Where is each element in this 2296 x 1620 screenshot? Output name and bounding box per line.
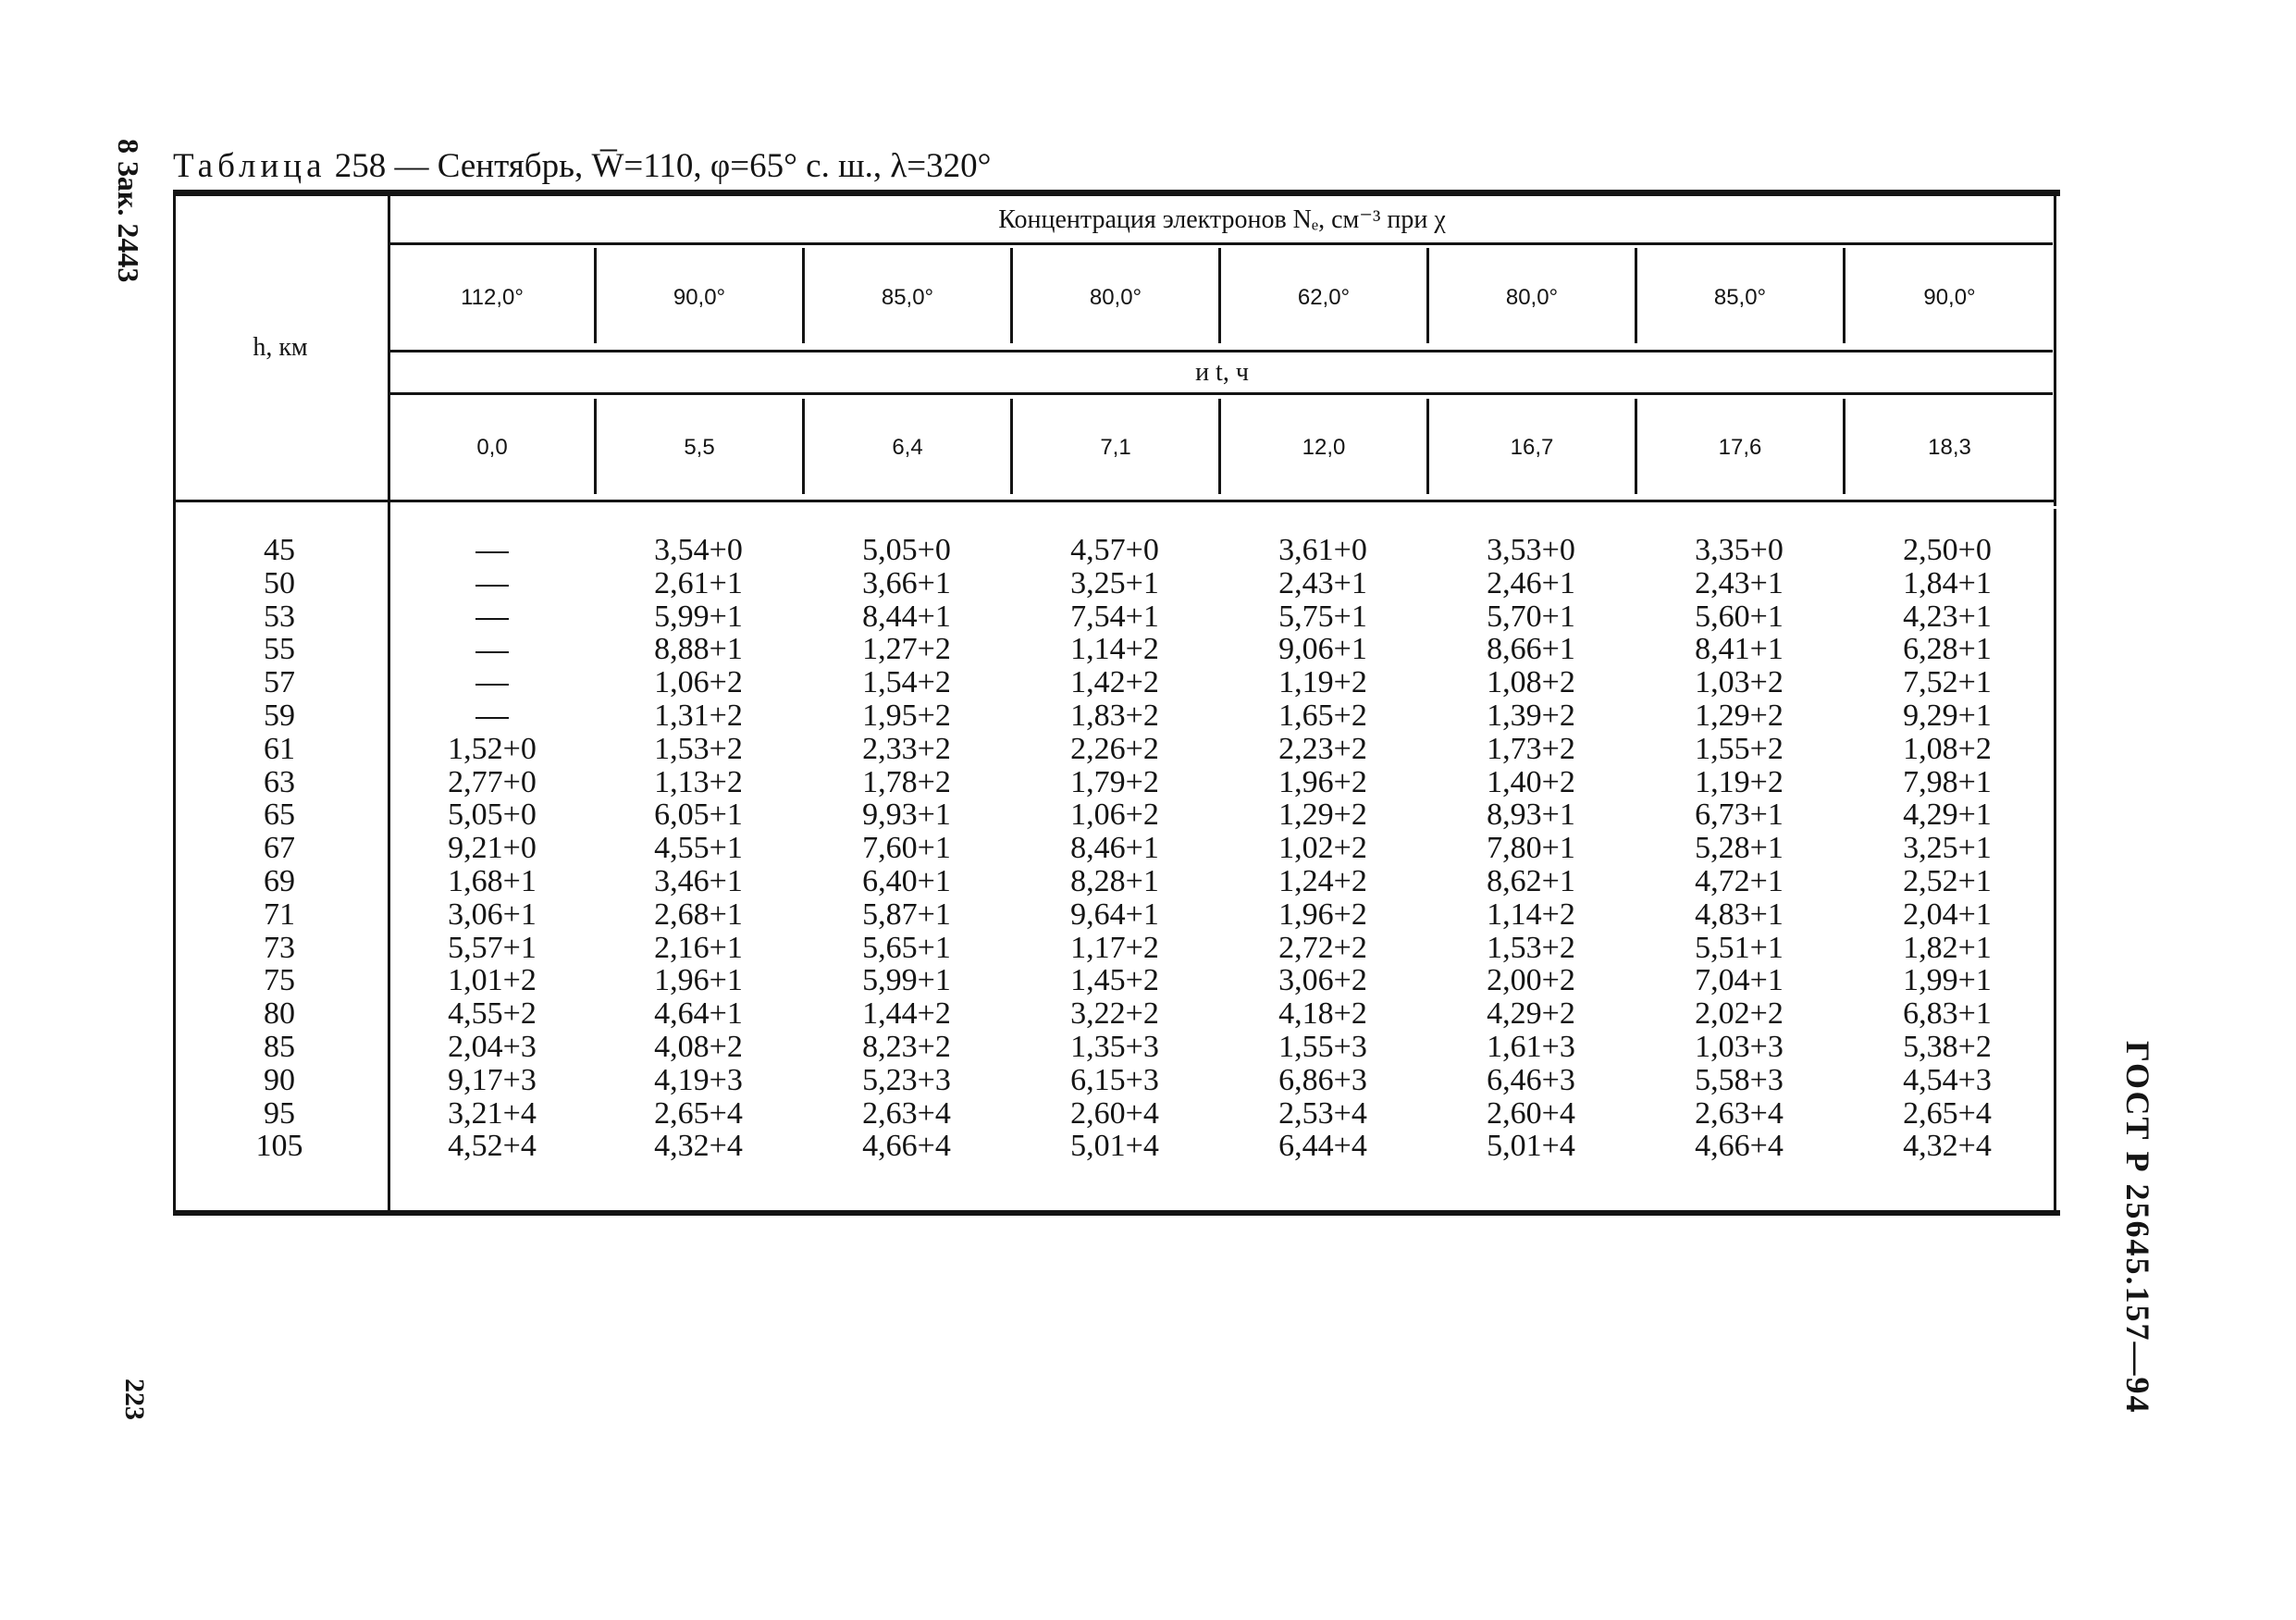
h-value-cell: 55 [264, 632, 295, 667]
ne-value-cell: 1,84+1 [1903, 565, 1992, 600]
ne-value-cell: 1,45+2 [1070, 963, 1159, 998]
ne-value-cell: 1,42+2 [1070, 665, 1159, 700]
ne-value-cell: 1,29+2 [1695, 698, 1784, 733]
ne-value-cell: 4,18+2 [1278, 996, 1367, 1032]
ne-value-cell: 5,58+3 [1695, 1062, 1784, 1097]
ne-value-cell: 6,28+1 [1903, 632, 1992, 667]
ne-value-cell: 8,93+1 [1487, 798, 1575, 833]
ne-value-cell: 5,99+1 [862, 963, 951, 998]
ne-value-cell: 9,17+3 [448, 1062, 537, 1097]
ne-value-cell: 8,66+1 [1487, 632, 1575, 667]
ne-value-cell: 6,46+3 [1487, 1062, 1575, 1097]
ne-value-cell: 3,61+0 [1278, 533, 1367, 567]
data-column [594, 534, 803, 1163]
ne-value-cell: 1,08+2 [1903, 731, 1992, 766]
ne-value-cell: 3,21+4 [448, 1095, 537, 1131]
ne-value-cell: 1,73+2 [1487, 731, 1575, 766]
no-value-dash [388, 600, 597, 634]
ne-value-cell: 4,23+1 [1903, 599, 1992, 634]
data-column [1010, 534, 1219, 1163]
t-header-cell: 0,0 [476, 434, 508, 460]
ne-value-cell: 1,99+1 [1903, 963, 1992, 998]
ne-value-cell: 5,28+1 [1695, 831, 1784, 866]
ne-value-cell: 9,64+1 [1070, 897, 1159, 932]
ne-value-cell: 2,16+1 [654, 930, 743, 965]
ne-value-cell: 6,83+1 [1903, 996, 1992, 1032]
ne-value-cell: 4,29+2 [1487, 996, 1575, 1032]
ne-value-cell: 1,44+2 [862, 996, 951, 1032]
no-value-dash [388, 699, 597, 733]
ne-value-cell: 1,19+2 [1695, 764, 1784, 799]
ne-value-cell: 3,53+0 [1487, 533, 1575, 567]
ne-value-cell: 4,83+1 [1695, 897, 1784, 932]
ne-value-cell: 1,65+2 [1278, 698, 1367, 733]
h-value-cell: 45 [264, 533, 295, 567]
ne-value-cell: 5,87+1 [862, 897, 951, 932]
ne-value-cell: 4,66+4 [862, 1129, 951, 1164]
t-header-cell: 16,7 [1510, 434, 1554, 460]
chi-header-cell: 112,0° [461, 284, 524, 310]
h-value-cell: 90 [264, 1062, 295, 1097]
ne-value-cell: 6,05+1 [654, 798, 743, 833]
ne-value-cell: 1,29+2 [1278, 798, 1367, 833]
ne-value-cell: 6,15+3 [1070, 1062, 1159, 1097]
ne-value-cell: 4,54+3 [1903, 1062, 1992, 1097]
ne-value-cell: 1,13+2 [654, 764, 743, 799]
ne-value-cell: 2,72+2 [1278, 930, 1367, 965]
ne-value-cell: 1,61+3 [1487, 1029, 1575, 1064]
ne-value-cell: 2,50+0 [1903, 533, 1992, 567]
dash-mark [475, 651, 509, 653]
ne-value-cell: 1,55+2 [1695, 731, 1784, 766]
ne-value-cell: 8,88+1 [654, 632, 743, 667]
ne-value-cell: 4,32+4 [1903, 1129, 1992, 1164]
ne-value-cell: 2,77+0 [448, 764, 537, 799]
ne-header: Концентрация электронов Nₑ, см⁻³ при χ [998, 205, 1446, 234]
ne-value-cell: 1,03+2 [1695, 665, 1784, 700]
ne-value-cell: 7,98+1 [1903, 764, 1992, 799]
ne-value-cell: 2,52+1 [1903, 863, 1992, 898]
ne-value-cell: 5,51+1 [1695, 930, 1784, 965]
t-header-cell: 6,4 [892, 434, 923, 460]
h-value-cell: 67 [264, 831, 295, 866]
ne-value-cell: 7,04+1 [1695, 963, 1784, 998]
ne-value-cell: 1,01+2 [448, 963, 537, 998]
ne-value-cell: 2,53+4 [1278, 1095, 1367, 1131]
ne-value-cell: 1,78+2 [862, 764, 951, 799]
page-number: 223 [119, 1379, 150, 1420]
caption-label: Таблица [173, 147, 327, 185]
ne-value-cell: 6,44+4 [1278, 1129, 1367, 1164]
ne-value-cell: 1,03+3 [1695, 1029, 1784, 1064]
h-value-cell: 80 [264, 996, 295, 1032]
t-header-cell: 5,5 [684, 434, 715, 460]
h-value-cell: 95 [264, 1095, 295, 1131]
ne-value-cell: 2,00+2 [1487, 963, 1575, 998]
ne-value-cell: 5,01+4 [1487, 1129, 1575, 1164]
table-top-rule [173, 190, 2060, 196]
h-value-cell: 53 [264, 599, 295, 634]
ne-value-cell: 7,54+1 [1070, 599, 1159, 634]
ne-value-cell: 2,43+1 [1695, 565, 1784, 600]
ne-value-cell: 3,46+1 [654, 863, 743, 898]
ne-value-cell: 1,52+0 [448, 731, 537, 766]
ne-value-cell: 1,35+3 [1070, 1029, 1159, 1064]
ne-value-cell: 5,57+1 [448, 930, 537, 965]
h-value-cell: 65 [264, 798, 295, 833]
h-value-cell: 50 [264, 565, 295, 600]
h-value-cell: 57 [264, 665, 295, 700]
ne-value-cell: 4,29+1 [1903, 798, 1992, 833]
ne-value-cell: 5,70+1 [1487, 599, 1575, 634]
ne-value-cell: 5,01+4 [1070, 1129, 1159, 1164]
dash-mark [475, 618, 509, 620]
ne-value-cell: 8,23+2 [862, 1029, 951, 1064]
ne-value-cell: 5,60+1 [1695, 599, 1784, 634]
ne-value-cell: 8,28+1 [1070, 863, 1159, 898]
chi-header-cell: 85,0° [1713, 284, 1767, 310]
ne-value-cell: 4,52+4 [448, 1129, 537, 1164]
t-header-cell: 12,0 [1302, 434, 1346, 460]
data-column [802, 534, 1011, 1163]
ne-value-cell: 1,40+2 [1487, 764, 1575, 799]
h-value-cell: 63 [264, 764, 295, 799]
ne-value-cell: 4,72+1 [1695, 863, 1784, 898]
ne-value-cell: 3,22+2 [1070, 996, 1159, 1032]
ne-value-cell: 2,63+4 [1695, 1095, 1784, 1131]
ne-value-cell: 6,73+1 [1695, 798, 1784, 833]
h-value-cell: 105 [255, 1129, 303, 1164]
ne-value-cell: 2,68+1 [654, 897, 743, 932]
ne-value-cell: 3,35+0 [1695, 533, 1784, 567]
t-header: и t, ч [1195, 357, 1249, 387]
ne-value-cell: 2,46+1 [1487, 565, 1575, 600]
data-column [1218, 534, 1427, 1163]
header-bottom-rule [173, 500, 2056, 502]
ne-value-cell: 3,25+1 [1070, 565, 1159, 600]
h-header: h, км [253, 333, 308, 362]
ne-value-cell: 2,61+1 [654, 565, 743, 600]
ne-value-cell: 8,46+1 [1070, 831, 1159, 866]
caption-rest: — Сентябрь, W̅=110, φ=65° с. ш., λ=320° [394, 147, 992, 185]
table-right-border-header [2054, 196, 2056, 506]
ne-value-cell: 7,52+1 [1903, 665, 1992, 700]
print-order-code: 8 Зак. 2443 [112, 139, 145, 283]
h-value-cell: 69 [264, 863, 295, 898]
h-value-cell: 85 [264, 1029, 295, 1064]
electron-concentration-table [173, 190, 2060, 1221]
dash-mark [475, 717, 509, 719]
no-value-dash [388, 633, 597, 666]
ne-value-cell: 4,55+1 [654, 831, 743, 866]
ne-value-cell: 7,80+1 [1487, 831, 1575, 866]
data-column [1635, 534, 1844, 1163]
table-caption [173, 139, 991, 194]
ne-value-cell: 1,68+1 [448, 863, 537, 898]
ne-value-cell: 4,64+1 [654, 996, 743, 1032]
ne-value-cell: 3,06+1 [448, 897, 537, 932]
ne-value-cell: 1,54+2 [862, 665, 951, 700]
ne-value-cell: 1,95+2 [862, 698, 951, 733]
table-bottom-rule [173, 1210, 2060, 1216]
ne-value-cell: 7,60+1 [862, 831, 951, 866]
ne-value-cell: 2,04+3 [448, 1029, 537, 1064]
no-value-dash [388, 567, 597, 600]
ne-value-cell: 6,86+3 [1278, 1062, 1367, 1097]
ne-value-cell: 3,25+1 [1903, 831, 1992, 866]
ne-value-cell: 1,53+2 [1487, 930, 1575, 965]
chi-header-cell: 85,0° [881, 284, 934, 310]
table-right-border-body [2054, 509, 2056, 1210]
ne-value-cell: 4,08+2 [654, 1029, 743, 1064]
chi-header-cell: 80,0° [1505, 284, 1559, 310]
ne-value-cell: 6,40+1 [862, 863, 951, 898]
h-value-cell: 61 [264, 731, 295, 766]
ne-value-cell: 5,65+1 [862, 930, 951, 965]
data-column [388, 534, 597, 1163]
ne-value-cell: 4,55+2 [448, 996, 537, 1032]
ne-value-cell: 1,02+2 [1278, 831, 1367, 866]
ne-value-cell: 3,54+0 [654, 533, 743, 567]
ne-value-cell: 1,14+2 [1487, 897, 1575, 932]
ne-value-cell: 1,39+2 [1487, 698, 1575, 733]
ne-value-cell: 1,53+2 [654, 731, 743, 766]
ne-value-cell: 1,96+1 [654, 963, 743, 998]
no-value-dash [388, 666, 597, 699]
ne-value-cell: 9,29+1 [1903, 698, 1992, 733]
ne-value-cell: 8,62+1 [1487, 863, 1575, 898]
ne-value-cell: 1,19+2 [1278, 665, 1367, 700]
ne-value-cell: 5,75+1 [1278, 599, 1367, 634]
dash-mark [475, 684, 509, 686]
chi-header-cell: 90,0° [673, 284, 726, 310]
ne-value-cell: 1,14+2 [1070, 632, 1159, 667]
ne-value-cell: 5,05+0 [448, 798, 537, 833]
dash-mark [475, 551, 509, 553]
ne-value-cell: 2,63+4 [862, 1095, 951, 1131]
ne-value-cell: 8,44+1 [862, 599, 951, 634]
t-header-cell: 7,1 [1100, 434, 1131, 460]
ne-value-cell: 2,33+2 [862, 731, 951, 766]
ne-value-cell: 1,17+2 [1070, 930, 1159, 965]
ne-value-cell: 1,83+2 [1070, 698, 1159, 733]
chi-header-cell: 80,0° [1089, 284, 1142, 310]
ne-value-cell: 4,19+3 [654, 1062, 743, 1097]
ne-value-cell: 5,05+0 [862, 533, 951, 567]
caption-number: 258 [334, 147, 387, 185]
ne-value-cell: 2,26+2 [1070, 731, 1159, 766]
ne-value-cell: 1,31+2 [654, 698, 743, 733]
ne-value-cell: 5,38+2 [1903, 1029, 1992, 1064]
ne-value-cell: 2,60+4 [1487, 1095, 1575, 1131]
ne-value-cell: 8,41+1 [1695, 632, 1784, 667]
ne-value-cell: 2,23+2 [1278, 731, 1367, 766]
ne-value-cell: 2,60+4 [1070, 1095, 1159, 1131]
ne-value-cell: 5,99+1 [654, 599, 743, 634]
dash-mark [475, 585, 509, 587]
ne-value-cell: 4,66+4 [1695, 1129, 1784, 1164]
ne-value-cell: 4,32+4 [654, 1129, 743, 1164]
data-column [1843, 534, 2052, 1163]
ne-value-cell: 4,57+0 [1070, 533, 1159, 567]
h-value-cell: 73 [264, 930, 295, 965]
ne-value-cell: 1,96+2 [1278, 764, 1367, 799]
standard-title: ГОСТ Р 25645.157—94 [2119, 1041, 2156, 1415]
h-value-cell: 71 [264, 897, 295, 932]
h-values-column [173, 534, 386, 1163]
ne-value-cell: 2,65+4 [654, 1095, 743, 1131]
ne-value-cell: 1,24+2 [1278, 863, 1367, 898]
ne-value-cell: 1,06+2 [654, 665, 743, 700]
ne-value-cell: 9,06+1 [1278, 632, 1367, 667]
ne-value-cell: 1,08+2 [1487, 665, 1575, 700]
ne-value-cell: 1,55+3 [1278, 1029, 1367, 1064]
data-column [1426, 534, 1636, 1163]
ne-value-cell: 1,79+2 [1070, 764, 1159, 799]
ne-value-cell: 9,21+0 [448, 831, 537, 866]
ne-value-cell: 3,06+2 [1278, 963, 1367, 998]
ne-value-cell: 1,82+1 [1903, 930, 1992, 965]
ne-value-cell: 2,04+1 [1903, 897, 1992, 932]
h-value-cell: 75 [264, 963, 295, 998]
ne-value-cell: 3,66+1 [862, 565, 951, 600]
ne-value-cell: 1,06+2 [1070, 798, 1159, 833]
h-value-cell: 59 [264, 698, 295, 733]
ne-value-cell: 1,96+2 [1278, 897, 1367, 932]
t-header-cell: 17,6 [1718, 434, 1762, 460]
no-value-dash [388, 534, 597, 567]
ne-value-cell: 2,43+1 [1278, 565, 1367, 600]
ne-value-cell: 1,27+2 [862, 632, 951, 667]
chi-header-cell: 90,0° [1923, 284, 1976, 310]
ne-value-cell: 2,65+4 [1903, 1095, 1992, 1131]
ne-value-cell: 5,23+3 [862, 1062, 951, 1097]
ne-value-cell: 2,02+2 [1695, 996, 1784, 1032]
t-header-cell: 18,3 [1928, 434, 1971, 460]
ne-value-cell: 9,93+1 [862, 798, 951, 833]
chi-header-cell: 62,0° [1297, 284, 1351, 310]
